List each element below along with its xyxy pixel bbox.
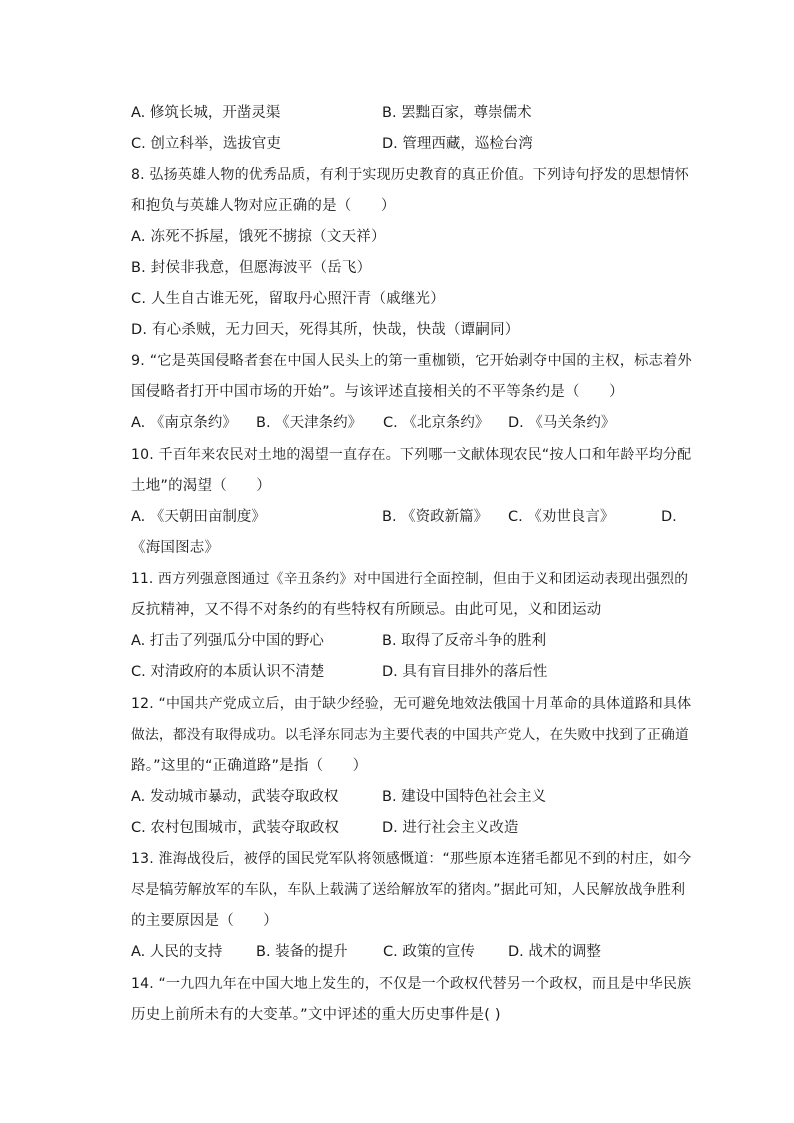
q8-option-a: A. 冻死不拆屋，饿死不掳掠（文天祥）: [131, 229, 386, 245]
q14-stem-line1: 14. “一九四九年在中国大地上发生的，不仅是一个政权代替另一个政权，而且是中华民族: [131, 976, 692, 992]
q12-option-d: D. 进行社会主义改造: [382, 820, 519, 836]
q7-option-a: A. 修筑长城，开凿灵渠: [131, 105, 281, 121]
q10-stem-line1: 10. 千百年来农民对土地的渴望一直存在。下列哪一文献体现农民“按人口和年龄平均分配: [131, 447, 692, 463]
q13-stem-line2: 尽是犒劳解放军的车队，车队上载满了送给解放军的猪肉。”据此可知，人民解放战争胜利: [131, 882, 686, 898]
q10-option-c: C. 《劝世良言》: [508, 509, 615, 525]
q13-option-a: A. 人民的支持: [131, 944, 223, 960]
q10-option-d: D.: [661, 509, 677, 525]
q10-stem-line2: 土地”的渴望（ ）: [131, 478, 272, 494]
q7-option-b: B. 罢黜百家，尊崇儒术: [382, 105, 532, 121]
q13-stem-line1: 13. 淮海战役后，被俘的国民党军队将领感慨道：“那些原本连猪毛都见不到的村庄，如今: [131, 851, 692, 867]
q11-stem-line2: 反抗精神，又不得不对条约的有些特权有所顾忌。由此可见，义和团运动: [131, 602, 602, 618]
q13-option-d: D. 战术的调整: [508, 944, 601, 960]
q13-stem-line3: 的主要原因是（ ）: [131, 913, 278, 929]
q12-stem-line1: 12. “中国共产党成立后，由于缺少经验，无可避免地效法俄国十月革命的具体道路和具体: [131, 696, 692, 712]
q11-option-b: B. 取得了反帝斗争的胜利: [382, 633, 547, 649]
q10-option-d-text: 《海国图志》: [131, 540, 220, 556]
q11-option-d: D. 具有盲目排外的落后性: [382, 664, 548, 680]
q8-option-c: C. 人生自古谁无死，留取丹心照汗青（戚继光）: [131, 291, 445, 307]
q14-stem-line2: 历史上前所未有的大变革。”文中评述的重大历史事件是( ): [131, 1007, 501, 1023]
q9-option-c: C. 《北京条约》: [383, 415, 490, 431]
q12-option-b: B. 建设中国特色社会主义: [382, 789, 547, 805]
q12-option-a: A. 发动城市暴动，武装夺取政权: [131, 789, 339, 805]
q9-stem-line1: 9. “它是英国侵略者套在中国人民头上的第一重枷锁，它开始剥夺中国的主权，标志着外: [131, 353, 692, 369]
q8-stem-line2: 和抱负与英雄人物对应正确的是（ ）: [131, 198, 396, 214]
q10-option-b: B. 《资政新篇》: [382, 509, 489, 525]
q9-option-a: A. 《南京条约》: [131, 415, 237, 431]
q7-option-c: C. 创立科举，选拔官吏: [131, 136, 281, 152]
q13-option-b: B. 装备的提升: [256, 944, 348, 960]
q9-stem-line2: 国侵略者打开中国市场的开始”。与该评述直接相关的不平等条约是（ ）: [131, 384, 624, 400]
q12-stem-line2: 做法，都没有取得成功。以毛泽东同志为主要代表的中国共产党人，在失败中找到了正确道: [131, 727, 690, 743]
q8-option-d: D. 有心杀贼，无力回天，死得其所，快哉，快哉（谭嗣同）: [131, 322, 520, 338]
q11-stem-line1: 11. 西方列强意图通过《辛丑条约》对中国进行全面控制，但由于义和团运动表现出强烈的: [131, 571, 689, 587]
q12-option-c: C. 农村包围城市，武装夺取政权: [131, 820, 339, 836]
q8-option-b: B. 封侯非我意，但愿海波平（岳飞）: [131, 260, 372, 276]
q10-option-a: A. 《天朝田亩制度》: [131, 509, 266, 525]
q11-option-c: C. 对清政府的本质认识不清楚: [131, 664, 325, 680]
q8-stem-line1: 8. 弘扬英雄人物的优秀品质，有利于实现历史教育的真正价值。下列诗句抒发的思想情怀: [131, 167, 690, 183]
q13-option-c: C. 政策的宣传: [383, 944, 475, 960]
q12-stem-line3: 路。”这里的“正确道路”是指（ ）: [131, 758, 368, 774]
q9-option-d: D. 《马关条约》: [508, 415, 616, 431]
q9-option-b: B. 《天津条约》: [256, 415, 363, 431]
q11-option-a: A. 打击了列强瓜分中国的野心: [131, 633, 324, 649]
q7-option-d: D. 管理西藏，巡检台湾: [382, 136, 533, 152]
